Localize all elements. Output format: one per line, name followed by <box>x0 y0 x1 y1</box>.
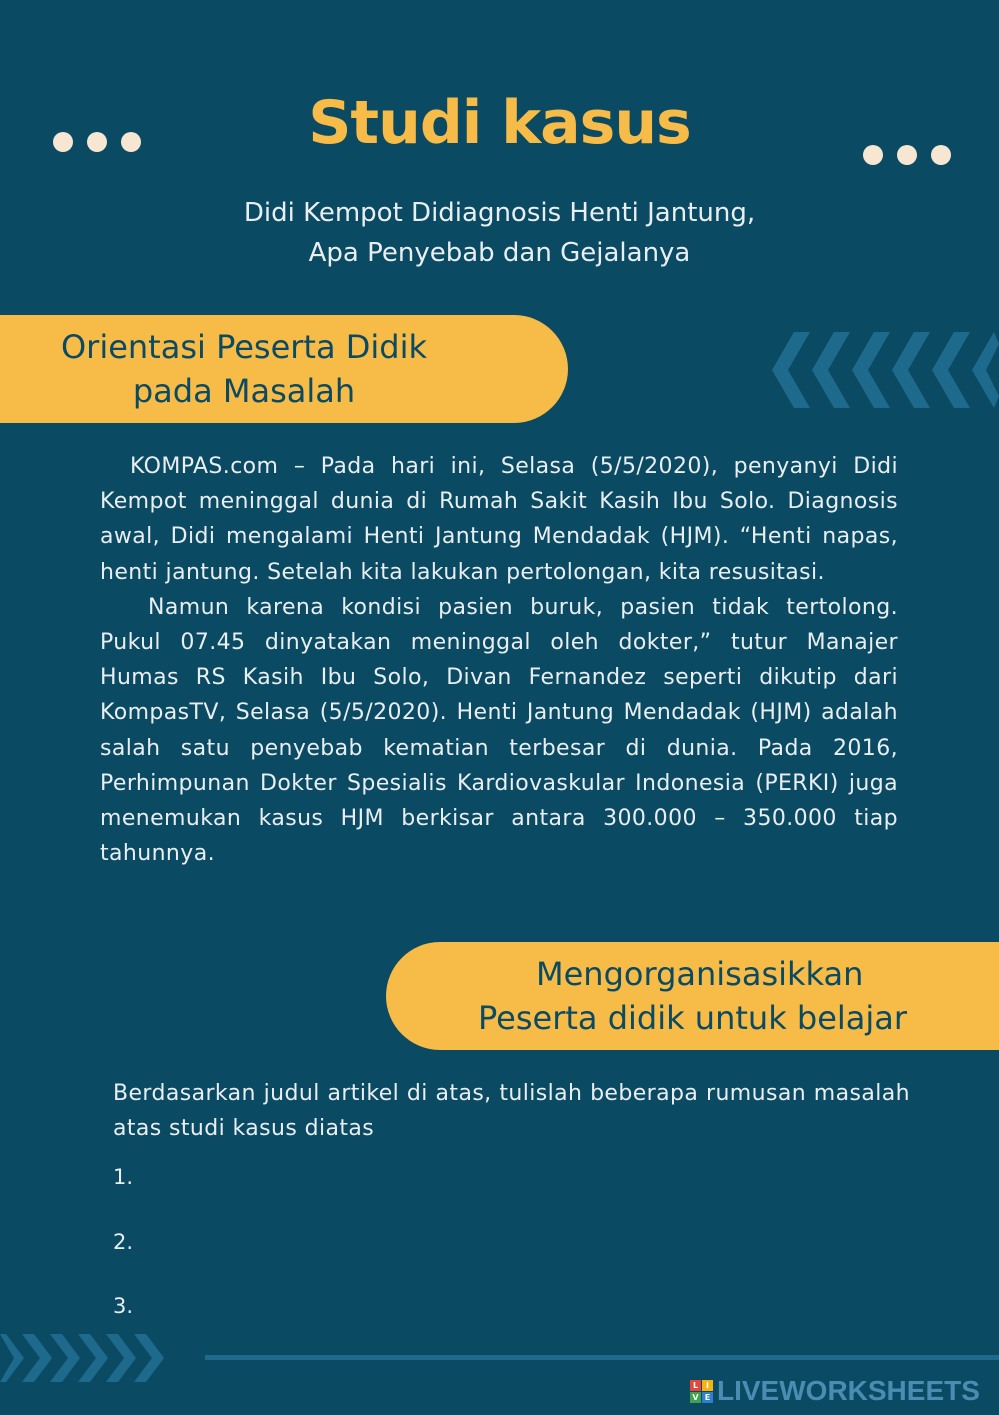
subtitle-line-1: Didi Kempot Didiagnosis Henti Jantung, <box>243 198 756 228</box>
chevrons-right-pointing-icon <box>0 1330 175 1386</box>
logo-letter: E <box>702 1392 713 1403</box>
watermark-text: LIVEWORKSHEETS <box>717 1375 980 1406</box>
section-heading-line-1: Orientasi Peserta Didik <box>60 328 428 366</box>
logo-letter: V <box>690 1392 701 1403</box>
chevrons-left-pointing-icon <box>770 330 999 410</box>
liveworksheets-logo-icon <box>690 1380 713 1403</box>
logo-letter: L <box>690 1380 701 1391</box>
section-heading-line-2: Peserta didik untuk belajar <box>478 999 908 1037</box>
answer-item-number: 2. <box>113 1230 134 1254</box>
decorative-rule <box>205 1355 999 1360</box>
section-banner-orientasi <box>0 315 568 423</box>
liveworksheets-watermark <box>690 1375 980 1407</box>
article-paragraph-2: Namun karena kondisi pasien buruk, pasien tidak tertolong. Pukul 07.45 dinyatakan meninggal oleh dokter,” tutur Manajer Humas RS Kasih Ibu Solo, Divan Fernandez seperti dikutip dari KompasTV, Selasa (5/5/2020). Henti Jantung Mendadak (HJM) adalah salah satu penyebab kematian terbesar di dunia. Pada 2016, Perhimpunan Dokter Spesialis Kardiovaskular Indonesia (PERKI) juga menemukan kasus HJM berkisar antara 300.000 – 350.000 tiap tahunnya. <box>100 594 898 867</box>
page-title: Studi kasus <box>308 88 691 158</box>
page-subtitle <box>0 193 999 273</box>
task-prompt: Berdasarkan judul artikel di atas, tulislah beberapa rumusan masalah atas studi kasus diatas <box>113 1081 910 1142</box>
article-body <box>100 449 898 871</box>
subtitle-line-2: Apa Penyebab dan Gejalanya <box>308 238 691 268</box>
section-banner-mengorganisasikan <box>386 942 999 1050</box>
article-paragraph-1: KOMPAS.com – Pada hari ini, Selasa (5/5/2020), penyanyi Didi Kempot meninggal dunia di Rumah Sakit Kasih Ibu Solo. Diagnosis awal, Didi mengalami Henti Jantung Mendadak (HJM). “Henti napas, henti jantung. Setelah kita lakukan pertolongan, kita resusitasi. <box>100 454 898 585</box>
logo-letter: I <box>702 1380 713 1391</box>
answer-item-number: 1. <box>113 1165 134 1189</box>
answer-item-number: 3. <box>113 1294 134 1318</box>
section-heading-line-2: pada Masalah <box>132 372 356 410</box>
section-heading-line-1: Mengorganisasikkan <box>536 955 864 993</box>
